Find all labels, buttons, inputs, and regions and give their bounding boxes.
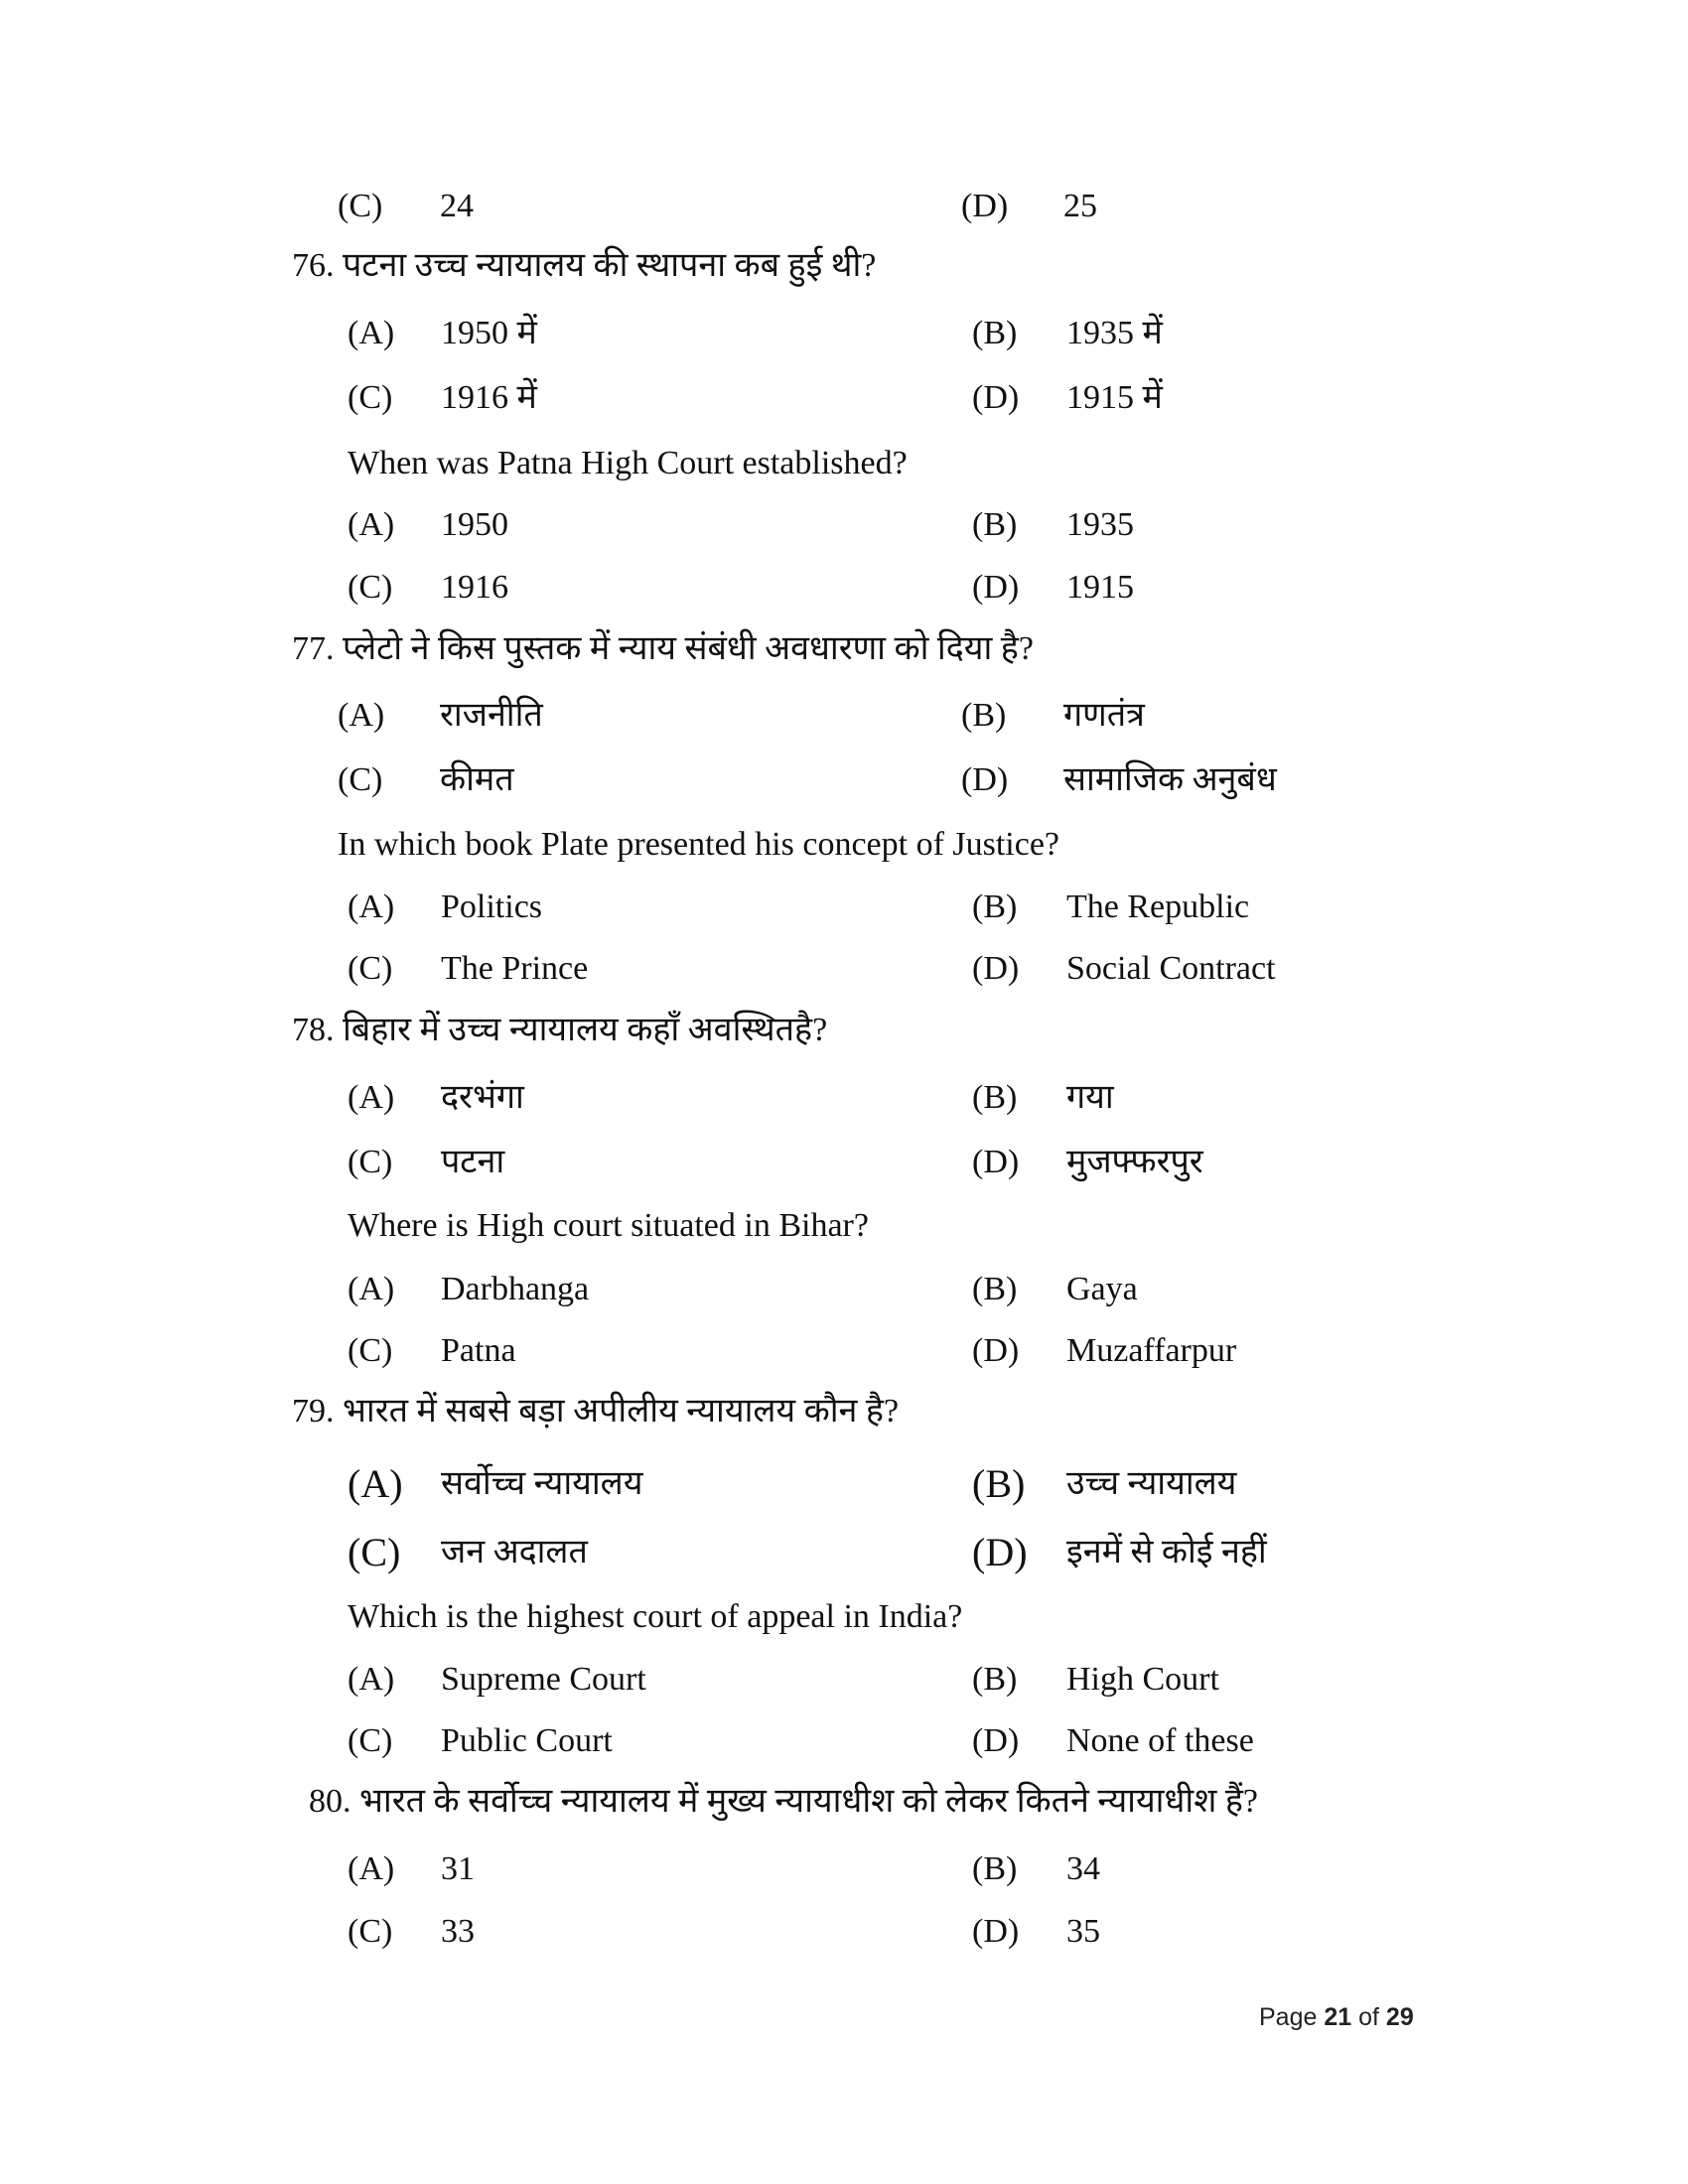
option-label: (A)	[348, 315, 395, 351]
page-of: of	[1358, 2003, 1379, 2031]
option-label: (B)	[972, 506, 1018, 543]
question-text: In which book Plate presented his concept of Justice?	[338, 826, 1060, 863]
option-label: (D)	[972, 1913, 1020, 1950]
page-current: 21	[1324, 2003, 1352, 2031]
option-text: गया	[1066, 1079, 1114, 1116]
option-label: (A)	[348, 1850, 395, 1887]
option-text: सर्वोच्च न्यायालय	[441, 1465, 643, 1502]
option-label: (B)	[972, 888, 1018, 925]
option-label: (D)	[972, 379, 1020, 416]
option-text: The Prince	[441, 950, 589, 987]
option-text: सामाजिक अनुबंध	[1063, 761, 1277, 798]
option-text: 25	[1063, 188, 1097, 224]
option-text: Darbhanga	[441, 1271, 590, 1307]
option-text: High Court	[1066, 1661, 1219, 1698]
option-label: (C)	[348, 1722, 393, 1759]
option-label: (C)	[348, 1332, 393, 1369]
option-label: (D)	[961, 188, 1009, 224]
question-text: 79. भारत में सबसे बड़ा अपीलीय न्यायालय कौन है?	[292, 1393, 900, 1430]
option-label: (C)	[348, 569, 393, 606]
option-label: (D)	[972, 1722, 1020, 1759]
option-label: (D)	[972, 1530, 1028, 1574]
question-text: Where is High court situated in Bihar?	[348, 1207, 869, 1244]
option-label: (A)	[338, 697, 385, 734]
option-text: None of these	[1066, 1722, 1254, 1759]
option-label: (C)	[348, 379, 393, 416]
option-text: 34	[1066, 1850, 1100, 1887]
option-label: (A)	[348, 1661, 395, 1698]
option-text: दरभंगा	[441, 1079, 524, 1116]
option-label: (C)	[348, 1530, 401, 1574]
option-text: कीमत	[440, 761, 514, 798]
option-label: (C)	[338, 188, 383, 224]
option-text: इनमें से कोई नहीं	[1066, 1534, 1267, 1570]
option-text: 1916 में	[441, 379, 537, 416]
option-text: Muzaffarpur	[1066, 1332, 1237, 1369]
option-label: (B)	[972, 1661, 1018, 1698]
option-label: (B)	[961, 697, 1007, 734]
option-label: (B)	[972, 315, 1018, 351]
option-label: (B)	[972, 1461, 1026, 1506]
option-text: Social Contract	[1066, 950, 1276, 987]
question-text: When was Patna High Court established?	[348, 445, 908, 481]
question-text: 76. पटना उच्च न्यायालय की स्थापना कब हुई थी?	[292, 247, 877, 284]
option-label: (B)	[972, 1079, 1018, 1116]
option-text: 35	[1066, 1913, 1100, 1950]
option-text: Politics	[441, 888, 543, 925]
question-text: 78. बिहार में उच्च न्यायालय कहाँ अवस्थितहै?	[292, 1012, 828, 1048]
option-text: 24	[440, 188, 474, 224]
option-label: (D)	[972, 569, 1020, 606]
option-text: Patna	[441, 1332, 516, 1369]
option-label: (A)	[348, 506, 395, 543]
option-label: (C)	[348, 1913, 393, 1950]
option-label: (B)	[972, 1271, 1018, 1307]
option-text: The Republic	[1066, 888, 1250, 925]
option-text: 1915 में	[1066, 379, 1163, 416]
page-total: 29	[1385, 2003, 1414, 2031]
option-text: उच्च न्यायालय	[1066, 1465, 1237, 1502]
page-number	[1259, 2003, 1414, 2032]
option-label: (D)	[972, 1332, 1020, 1369]
option-label: (D)	[972, 950, 1020, 987]
option-label: (C)	[338, 761, 383, 798]
option-text: गणतंत्र	[1063, 697, 1145, 734]
option-text: Gaya	[1066, 1271, 1138, 1307]
option-text: 1915	[1066, 569, 1134, 606]
option-label: (A)	[348, 1079, 395, 1116]
option-label: (B)	[972, 1850, 1018, 1887]
option-text: 1916	[441, 569, 508, 606]
option-label: (D)	[972, 1144, 1020, 1180]
option-text: पटना	[441, 1144, 505, 1180]
option-text: 1950	[441, 506, 508, 543]
option-label: (C)	[348, 950, 393, 987]
option-text: 1935	[1066, 506, 1134, 543]
option-text: 33	[441, 1913, 475, 1950]
option-label: (D)	[961, 761, 1009, 798]
option-text: Public Court	[441, 1722, 613, 1759]
question-text: Which is the highest court of appeal in India?	[348, 1598, 963, 1635]
option-label: (A)	[348, 1271, 395, 1307]
option-label: (A)	[348, 1461, 403, 1506]
option-text: जन अदालत	[441, 1534, 588, 1570]
option-text: 1950 में	[441, 315, 537, 351]
option-label: (A)	[348, 888, 395, 925]
option-text: Supreme Court	[441, 1661, 646, 1698]
option-text: राजनीति	[440, 697, 543, 734]
option-text: 1935 में	[1066, 315, 1163, 351]
page-prefix: Page	[1259, 2003, 1318, 2031]
question-text: 77. प्लेटो ने किस पुस्तक में न्याय संबंधी अवधारणा को दिया है?	[292, 630, 1034, 667]
option-label: (C)	[348, 1144, 393, 1180]
question-text: 80. भारत के सर्वोच्च न्यायालय में मुख्य न्यायाधीश को लेकर कितने न्यायाधीश हैं?	[309, 1783, 1258, 1820]
option-text: मुजफ्फरपुर	[1066, 1144, 1203, 1180]
option-text: 31	[441, 1850, 475, 1887]
